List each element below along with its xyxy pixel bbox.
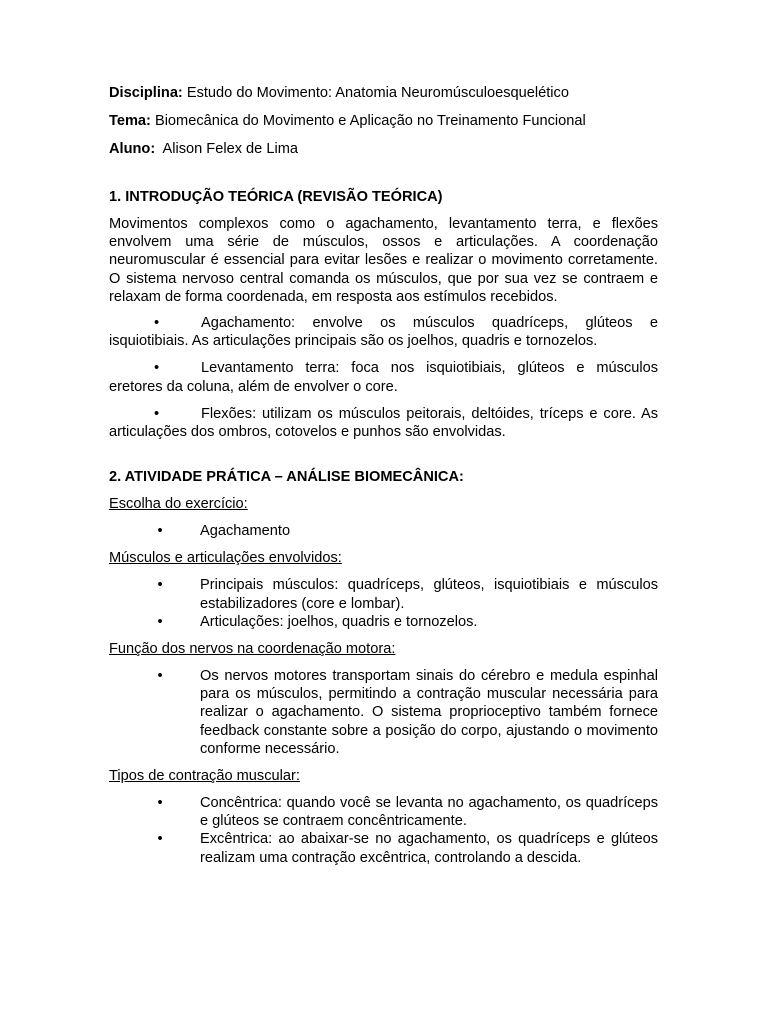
disciplina-value: Estudo do Movimento: Anatomia Neuromúsculoesquelético: [182, 85, 569, 101]
disciplina-label: Disciplina:: [109, 85, 183, 101]
musculos-subheading: Músculos e articulações envolvidos:: [109, 550, 342, 567]
document-page: [109, 84, 658, 876]
escolha-list: [109, 522, 658, 540]
aluno-line: [109, 140, 658, 158]
section1-bullet: [109, 359, 658, 395]
list-item-text: Principais músculos: quadríceps, glúteos, isquiotibiais e músculos estabilizadores (core e lombar).: [200, 577, 658, 612]
contracao-subheading: Tipos de contração muscular:: [109, 768, 300, 785]
bullet-icon: •: [154, 405, 160, 422]
bullet-icon: •: [154, 360, 160, 377]
list-item-text: Articulações: joelhos, quadris e tornozelos.: [200, 613, 478, 630]
bullet-icon: •: [157, 577, 163, 594]
tema-line: [109, 112, 658, 130]
escolha-subheading: Escolha do exercício:: [109, 496, 248, 513]
bullet-icon: •: [157, 795, 163, 812]
musculos-list: [109, 576, 658, 631]
bullet-icon: •: [157, 523, 163, 540]
list-item: [109, 794, 658, 830]
list-item: [109, 613, 658, 631]
list-item: [109, 522, 658, 540]
bullet-icon: •: [157, 613, 163, 630]
section1-heading: 1. INTRODUÇÃO TEÓRICA (REVISÃO TEÓRICA): [109, 189, 443, 205]
tema-value: Biomecânica do Movimento e Aplicação no Treinamento Funcional: [150, 113, 586, 129]
section1-bullet-text: Agachamento: envolve os músculos quadríceps, glúteos e isquiotibiais. As articulações principais são os joelhos, quadris e tornozelos.: [109, 315, 658, 350]
list-item: [109, 576, 658, 612]
aluno-label: Aluno:: [109, 141, 156, 157]
section1-bullet: [109, 405, 658, 441]
tema-label: Tema:: [109, 113, 151, 129]
section1-bullet-text: Flexões: utilizam os músculos peitorais, deltóides, tríceps e core. As articulações dos ombros, cotovelos e punhos são envolvidas.: [109, 405, 658, 441]
list-item: [109, 830, 658, 866]
aluno-value: Alison Felex de Lima: [155, 141, 298, 157]
section1-bullet-text: Levantamento terra: foca nos isquiotibiais, glúteos e músculos eretores da coluna, além de envolver o core.: [109, 360, 658, 395]
bullet-icon: •: [154, 315, 160, 332]
section1-bullet: [109, 314, 658, 350]
nervos-list: [109, 667, 658, 758]
list-item: [109, 667, 658, 758]
disciplina-line: [109, 84, 658, 102]
contracao-list: [109, 794, 658, 867]
bullet-icon: •: [157, 668, 163, 685]
bullet-icon: •: [157, 831, 163, 848]
list-item-text: Agachamento: [200, 523, 291, 540]
list-item-text: Os nervos motores transportam sinais do cérebro e medula espinhal para os músculos, permitindo a contração muscular necessária para realizar o agachamento. O sistema proprioceptivo também fornece feedback constante sobre a posição do corpo, ajustando o movimento conforme necessário.: [200, 668, 658, 757]
list-item-text: Concêntrica: quando você se levanta no agachamento, os quadríceps e glúteos se contraem concêntricamente.: [200, 795, 658, 830]
nervos-subheading: Função dos nervos na coordenação motora:: [109, 641, 396, 658]
section1-intro: Movimentos complexos como o agachamento, levantamento terra, e flexões envolvem uma série de músculos, ossos e articulações. A coordenação neuromuscular é essencial para evitar lesões e realizar o movimento corretamente. O sistema nervoso central comanda os músculos, que por sua vez se contraem e relaxam de forma coordenada, em resposta aos estímulos recebidos.: [109, 216, 658, 305]
list-item-text: Excêntrica: ao abaixar-se no agachamento, os quadríceps e glúteos realizam uma contração excêntrica, controlando a descida.: [200, 831, 658, 866]
section2-heading: 2. ATIVIDADE PRÁTICA – ANÁLISE BIOMECÂNICA:: [109, 469, 464, 486]
